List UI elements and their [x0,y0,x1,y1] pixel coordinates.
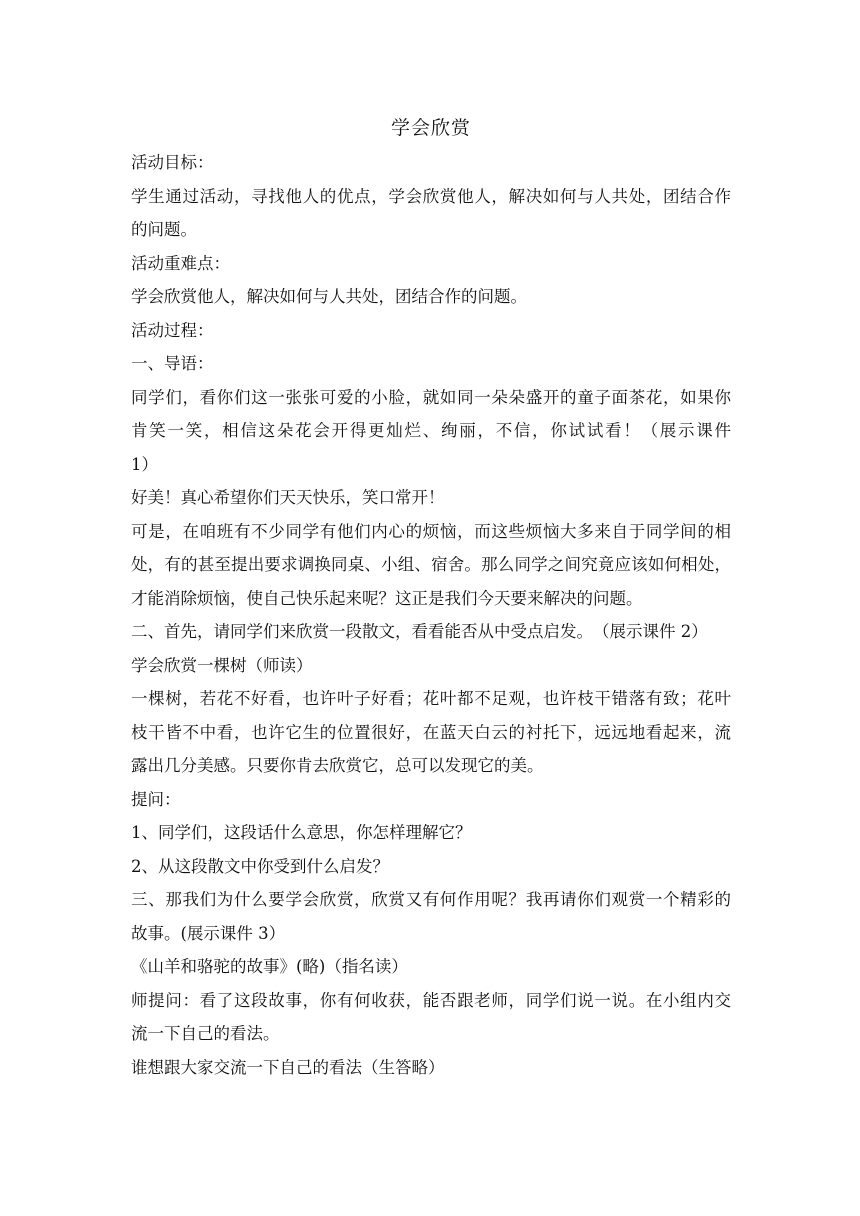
text-line: 故事。(展示课件 3） [131,923,286,943]
text-line: 露出几分美感。只要你肯去欣赏它，总可以发现它的美。 [131,756,544,775]
paragraph [131,1051,731,1085]
text-line: 的问题。 [131,220,197,239]
paragraph [131,783,731,817]
text-line: 学生通过活动，寻找他人的优点，学会欣赏他人，解决如何与人共处，团结合作 [131,186,731,206]
text-line: 2、从这段散文中你受到什么启发？ [131,856,389,876]
paragraph [131,816,731,850]
text-line: 枝干皆不中看，也许它生的位置很好，在蓝天白云的衬托下，远远地看起来，流 [131,722,731,742]
text-line: 二、首先，请同学们来欣赏一段散文，看看能否从中受点启发。 （展示课件 2） [131,622,708,641]
text-line: 学会欣赏他人，解决如何与人共处，团结合作的问题。 [131,287,527,306]
text-line: 肯笑一笑，相信这朵花会开得更灿烂、绚丽，不信，你试试看！（展示课件 [131,421,731,440]
paragraph [131,649,731,683]
text-line: 活动目标： [131,153,214,172]
paragraph [131,481,731,515]
document-body [131,112,731,1084]
text-line: 可是，在咱班有不少同学有他们内心的烦恼，而这些烦恼大多来自于同学间的相 [131,521,731,541]
paragraph [131,682,731,783]
paragraph-list [131,146,731,1084]
text-line: 活动重难点： [131,253,230,273]
paragraph [131,615,731,649]
text-line: 流一下自己的看法。 [131,1024,280,1043]
paragraph [131,850,731,884]
text-line: 处，有的甚至提出要求调换同桌、小组、宿舍。那么同学之间究竟应该如何相处， [131,555,731,574]
text-line: 提问： [131,789,181,809]
paragraph [131,314,731,348]
text-line: 活动过程： [131,320,214,340]
text-line: 1） [131,454,158,474]
text-line: 三、那我们为什么要学会欣赏，欣赏又有何作用呢？我再请你们观赏一个精彩的 [131,890,731,909]
paragraph [131,146,731,180]
text-line: 学会欣赏一棵树（师读） [131,655,313,675]
paragraph [131,280,731,314]
text-line: 1、同学们，这段话什么意思，你怎样理解它？ [131,823,472,842]
text-line: 谁想跟大家交流一下自己的看法（生答略） [131,1057,445,1077]
text-line: 一、导语： [131,354,214,373]
text-line: 一棵树，若花不好看，也许叶子好看；花叶都不足观，也许枝干错落有致；花叶 [131,689,731,708]
text-line: 才能消除烦恼，使自己快乐起来呢？这正是我们今天要来解决的问题。 [131,588,643,608]
paragraph [131,950,731,984]
text-line: 好美！真心希望你们天天快乐，笑口常开！ [131,488,445,507]
paragraph [131,180,731,247]
paragraph [131,883,731,950]
text-line: 同学们，看你们这一张张可爱的小脸，就如同一朵朵盛开的童子面茶花，如果你 [131,387,731,407]
paragraph [131,381,731,482]
text-line: 《山羊和骆驼的故事》(略)（指名读） [131,957,408,976]
document-title: 学会欣赏 [390,117,471,139]
paragraph [131,515,731,616]
paragraph [131,347,731,381]
paragraph [131,247,731,281]
paragraph [131,984,731,1051]
text-line: 师提问：看了这段故事，你有何收获，能否跟老师，同学们说一说。在小组内交 [131,990,731,1010]
